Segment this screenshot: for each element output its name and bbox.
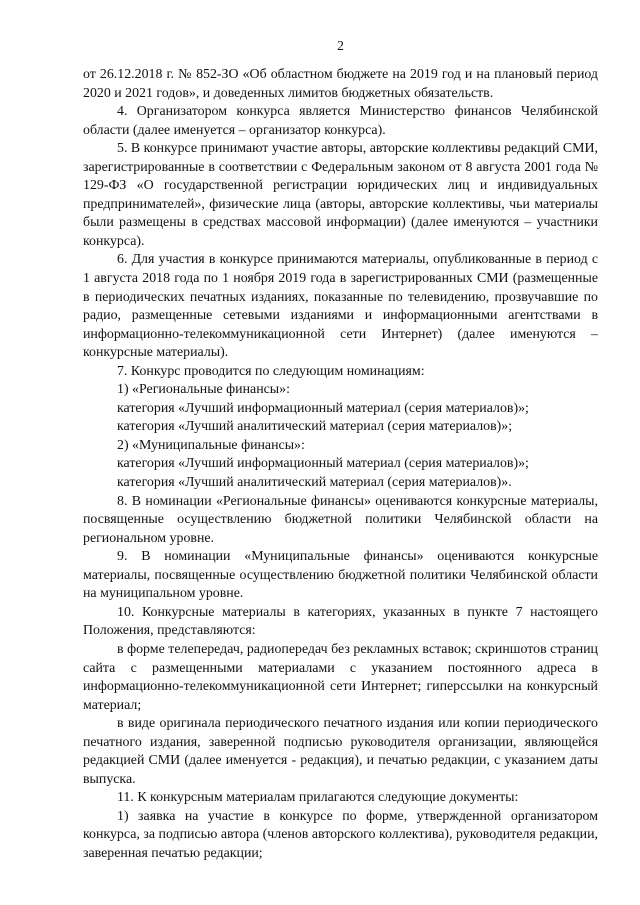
paragraph-18: 1) заявка на участие в конкурсе по форме, утвержденной организатором конкурса, за подписью автора (членов авторского коллектива), руководителя редакции, заверенная печатью редакции; [83, 808, 598, 861]
paragraph-6: 1) «Региональные финансы»: [117, 382, 290, 398]
paragraph-17: 11. К конкурсным материалам прилагаются следующие документы: [117, 790, 519, 806]
paragraph-13: 9. В номинации «Муниципальные финансы» оцениваются конкурсные материалы, посвященные осуществлению бюджетной политики Челябинской области на муниципальном уровне. [83, 549, 598, 602]
paragraph-12: 8. В номинации «Региональные финансы» оцениваются конкурсные материалы, посвященные осуществлению бюджетной политики Челябинской области на региональном уровне. [83, 493, 598, 546]
paragraph-3: 5. В конкурсе принимают участие авторы, авторские коллективы редакций СМИ, зарегистрированные в соответствии с Федеральным законом от 8 августа 2001 года № 129-ФЗ «О государственной регистрации юридических лиц и индивидуальных предпринимателей», физические лица (авторы, авторские коллективы, чьи материалы были размещены в средствах массовой информации) (далее именуются – участники конкурса). [83, 141, 598, 249]
paragraph-16: в виде оригинала периодического печатного издания или копии периодического печатного издания, заверенной подписью руководителя организации, являющейся редакцией СМИ (далее именуется - редакция), и печатью редакции, с указанием даты выпуска. [83, 716, 598, 787]
paragraph-1: от 26.12.2018 г. № 852-ЗО «Об областном бюджете на 2019 год и на плановый период 2020 и 2021 годов», и доведенных лимитов бюджетных обязательств. [83, 67, 598, 101]
paragraph-10: категория «Лучший информационный материал (серия материалов)»; [117, 456, 529, 472]
paragraph-14: 10. Конкурсные материалы в категориях, указанных в пункте 7 настоящего Положения, представляются: [83, 604, 598, 639]
page-number: 2 [337, 38, 344, 53]
paragraph-7: категория «Лучший информационный материал (серия материалов)»; [117, 400, 529, 416]
paragraph-9: 2) «Муниципальные финансы»: [117, 437, 305, 453]
paragraph-11: категория «Лучший аналитический материал (серия материалов)». [117, 475, 512, 491]
document-body [83, 66, 598, 864]
paragraph-15: в форме телепередач, радиопередач без рекламных вставок; скриншотов страниц сайта с размещенными материалами с указанием постоянного адреса в информационно-телекоммуникационной сети Интернет; гиперссылки на конкурсный материал; [83, 641, 598, 713]
paragraph-4: 6. Для участия в конкурсе принимаются материалы, опубликованные в период с 1 августа 2018 года по 1 ноября 2019 года в зарегистрированных СМИ (размещенные в периодических печатных изданиях, показанные по телевидению, прозвучавшие по радио, размещенные сетевыми изданиями и информационными агентствами в информационно-телекоммуникационной сети Интернет) (далее именуются – конкурсные материалы). [83, 252, 598, 361]
paragraph-5: 7. Конкурс проводится по следующим номинациям: [117, 363, 425, 379]
paragraph-8: категория «Лучший аналитический материал (серия материалов)»; [117, 419, 513, 435]
paragraph-2: 4. Организатором конкурса является Министерство финансов Челябинской области (далее именуется – организатор конкурса). [83, 104, 598, 138]
